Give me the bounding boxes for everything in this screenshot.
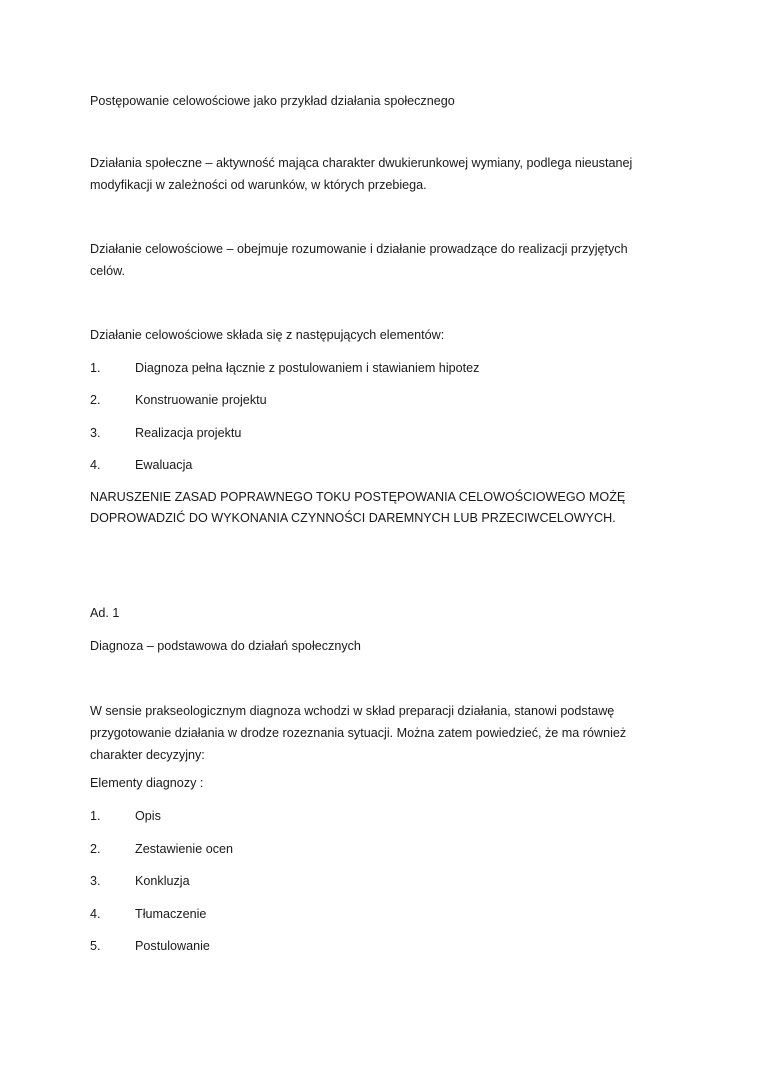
warning-line-2: DOPROWADZIĆ DO WYKONANIA CZYNNOŚCI DAREMNYCH LUB PRZECIWCELOWYCH. bbox=[90, 511, 616, 525]
list-item-number: 4. bbox=[90, 907, 101, 921]
diagnosis-heading: Diagnoza – podstawowa do działań społecznych bbox=[90, 639, 361, 653]
list-item-text: Konstruowanie projektu bbox=[135, 393, 267, 407]
warning-line-1: NARUSZENIE ZASAD POPRAWNEGO TOKU POSTĘPOWANIA CELOWOŚCIOWEGO MOŻĘ bbox=[90, 490, 626, 504]
list-item-number: 1. bbox=[90, 361, 101, 375]
list-item-number: 3. bbox=[90, 874, 101, 888]
list-item-number: 1. bbox=[90, 809, 101, 823]
list-item-text: Diagnoza pełna łącznie z postulowaniem i stawianiem hipotez bbox=[135, 361, 480, 375]
list-item-number: 2. bbox=[90, 842, 101, 856]
list-item-number: 4. bbox=[90, 458, 101, 472]
list-item-text: Opis bbox=[135, 809, 161, 823]
list-item-text: Ewaluacja bbox=[135, 458, 193, 472]
paragraph-social-actions: Działania społeczne – aktywność mająca charakter dwukierunkowej wymiany, podlega nieustanej modyfikacji w zależności od warunków, w których przebiega. bbox=[90, 156, 633, 192]
paragraph-purposeful-action: Działanie celowościowe – obejmuje rozumowanie i działanie prowadzące do realizacji przyjętych celów. bbox=[90, 242, 628, 278]
list-item-number: 2. bbox=[90, 393, 101, 407]
list-item-number: 3. bbox=[90, 426, 101, 440]
document-title: Postępowanie celowościowe jako przykład działania społecznego bbox=[90, 94, 455, 108]
paragraph-praxeology: W sensie prakseologicznym diagnoza wchodzi w skład preparacji działania, stanowi podstawę przygotowanie działania w drodze rozeznania sytuacji. Można zatem powiedzieć, że ma również charakter decyzyjny: bbox=[90, 704, 627, 762]
list-item-number: 5. bbox=[90, 939, 101, 953]
list-item-text: Tłumaczenie bbox=[135, 907, 207, 921]
diagnosis-elements-intro: Elementy diagnozy : bbox=[90, 776, 204, 790]
elements-intro: Działanie celowościowe składa się z następujących elementów: bbox=[90, 328, 445, 342]
list-item-text: Zestawienie ocen bbox=[135, 842, 234, 856]
ad-heading: Ad. 1 bbox=[90, 606, 120, 620]
list-item-text: Postulowanie bbox=[135, 939, 210, 953]
list-item-text: Konkluzja bbox=[135, 874, 190, 888]
list-item-text: Realizacja projektu bbox=[135, 426, 242, 440]
